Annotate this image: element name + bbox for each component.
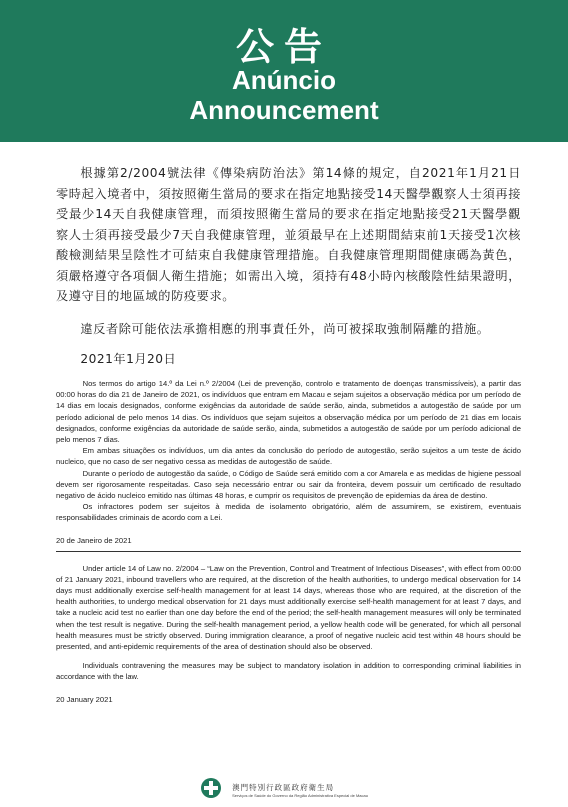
pt-section bbox=[56, 378, 521, 552]
zh-date: 2021年1月20日 bbox=[80, 352, 177, 366]
announcement-body bbox=[56, 163, 521, 704]
zh-paragraph-main: 根據第2/2004號法律《傳染病防治法》第14條的規定，自2021年1月21日零時起入境者中，須按照衛生當局的要求在指定地點接受14天醫學觀察人士須再接受最少14天自我健康管理，而須按照衛生當局的要求在指定地點接受21天醫學觀察人士須再接受最少7天自我健康管理，並須最早在上述期間結束前1天接受1次核酸檢測結果呈陰性才可結束自我健康管理措施。自我健康管理期間健康碼為黃色，須嚴格遵守各項個人衛生措施；如需出入境，須持有48小時內核酸陰性結果證明，及遵守目的地區域的防疫要求。 bbox=[56, 166, 521, 303]
pt-paragraph-1: Nos termos do artigo 14.º da Lei n.º 2/2004 (Lei de prevenção, controlo e tratamento de doenças transmissíveis), a partir das 00:00 horas do dia 21 de Janeiro de 2021, os indivíduos que entram em Macau e sejam sujeitos a observação médica por um período de 14 dias em locais designados, conforme exigências da autoridade de saúde serão, ainda, submetidos a autogestão de saúde por um período adicional de pelo menos 14 dias. Os indivíduos que sejam sujeitos a observação médica por um período de 21 dias em locais designados, conforme exigências da autoridade de saúde serão, ainda, submetidos a autogestão de saúde por um período adicional de pelo menos 7 dias. bbox=[56, 379, 521, 445]
footer-text bbox=[232, 782, 368, 798]
header-banner bbox=[0, 0, 568, 142]
title-english: Announcement bbox=[189, 95, 379, 125]
footer bbox=[0, 777, 568, 803]
pt-date: 20 de Janeiro de 2021 bbox=[56, 535, 132, 545]
en-date: 20 January 2021 bbox=[56, 694, 113, 704]
pt-paragraph-4: Os infractores podem ser sujeitos à medida de isolamento obrigatório, além de assumirem, se existirem, eventuais responsabilidades criminais de acordo com a Lei. bbox=[56, 502, 521, 523]
pt-paragraph-3: Durante o período de autogestão da saúde, o Código de Saúde será emitido com a cor Amarela e as medidas de higiene pessoal devem ser rigorosamente respeitadas. Caso seja necessário entrar ou sair da fronteira, devem possuir um certificado de resultado negativo de ácido nucleico emitido nas últimas 48 horas, e cumprir os requisitos de prevenção de epidemias da área de destino. bbox=[56, 468, 521, 501]
en-paragraph-2: Individuals contravening the measures may be subject to mandatory isolation in addition to corresponding criminal liabilities in accordance with the law. bbox=[56, 661, 521, 682]
pt-paragraph-2: Em ambas situações os indivíduos, um dia antes da conclusão do período de autogestão, serão sujeitos a um teste de ácido nucleico, que no caso de ser negativo cessa as medidas de autogestão de saúde. bbox=[56, 446, 521, 467]
en-paragraph-1: Under article 14 of Law no. 2/2004 – “Law on the Prevention, Control and Treatment of Infectious Diseases”, with effect from 00:00 of 21 January 2021, inbound travellers who are required, at the discretion of the health authorities, to undergo medical observation for 14 days must additionally exercise self-health management for at least 14 days, whereas those who are required, at the discretion of the health authorities, to undergo medical observation for 21 days must additionally exercise self-health management for at least 7 days, and take a nucleic acid test no earlier than one day before the end of the period; the self-health management measures will only be terminated when the test result is negative. During the self-health management period, a yellow health code will be generated, for which all personal health measures must be strictly observed. During immigration clearance, a proof of negative nucleic acid test within 48 hours should be presented, and anti-epidemic requirements of the area of destination should also be observed. bbox=[56, 563, 521, 652]
footer-name-portuguese: Serviços de Saúde do Governo da Região Administrativa Especial de Macau bbox=[232, 793, 368, 798]
section-divider bbox=[56, 551, 521, 552]
zh-paragraph-penalty: 違反者除可能依法承擔相應的刑事責任外，尚可被採取強制隔離的措施。 bbox=[80, 321, 490, 336]
title-chinese: 公告 bbox=[235, 25, 332, 69]
health-bureau-cross-logo-icon bbox=[200, 777, 222, 803]
footer-name-chinese: 澳門特別行政區政府衛生局 bbox=[232, 783, 335, 792]
title-portuguese: Anúncio bbox=[232, 65, 336, 95]
en-section bbox=[56, 563, 521, 704]
